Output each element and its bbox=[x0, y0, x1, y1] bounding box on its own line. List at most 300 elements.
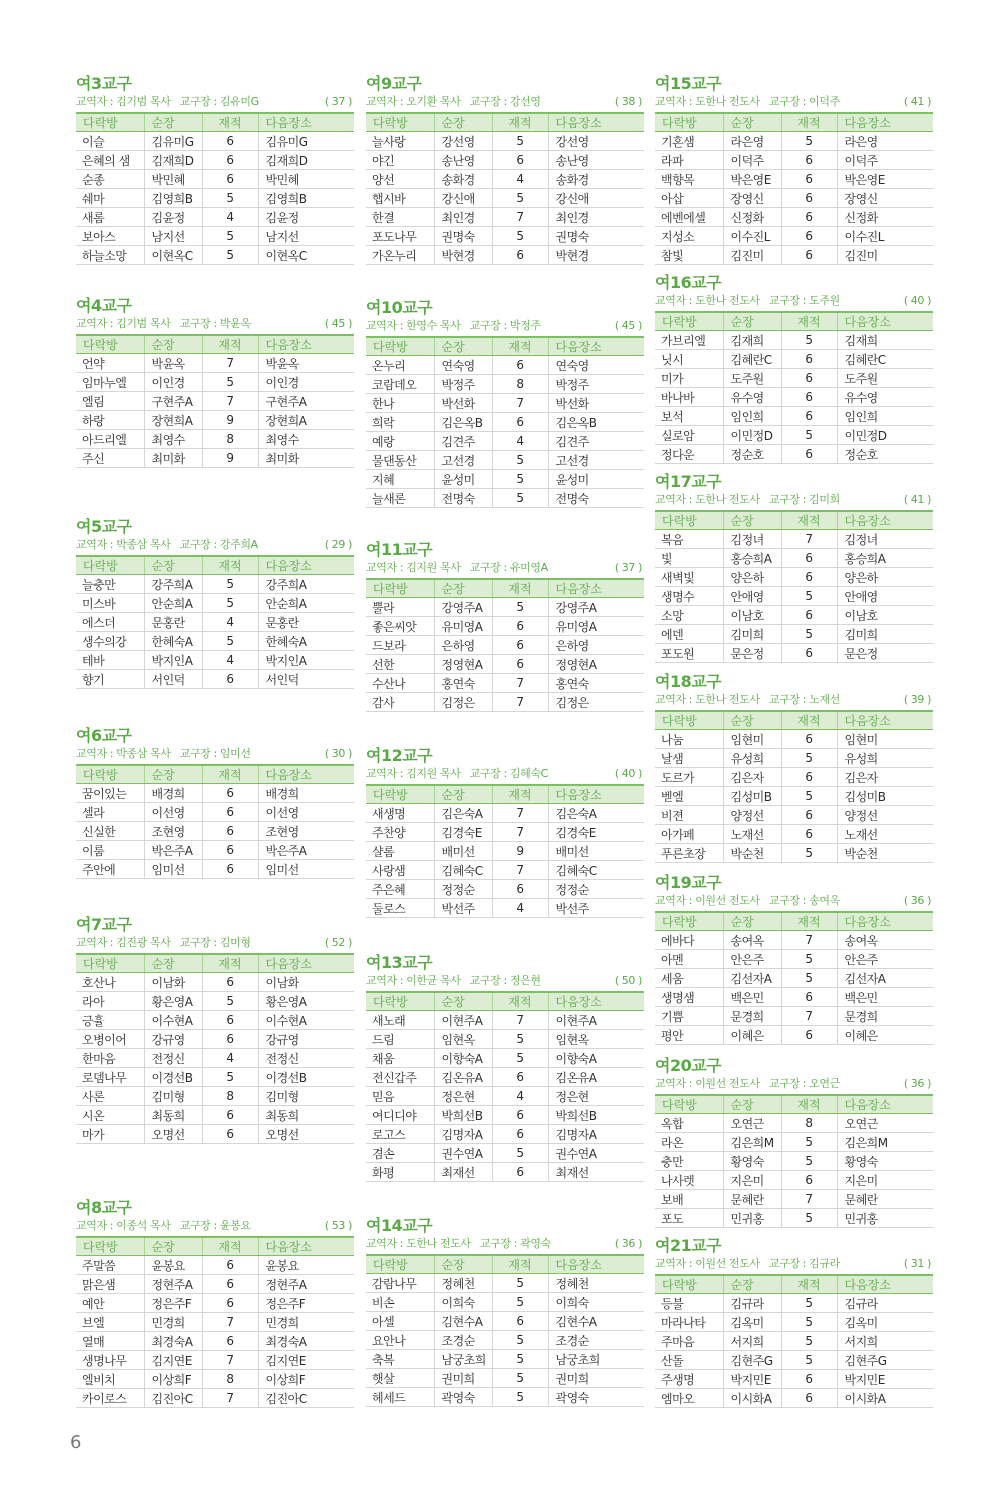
group-leader: 김성미B bbox=[723, 787, 781, 806]
next-place: 박윤옥 bbox=[258, 354, 354, 373]
table-row bbox=[655, 1313, 933, 1332]
table-row bbox=[655, 806, 933, 825]
group-name: 새벽빛 bbox=[655, 568, 723, 587]
enrolled-count: 6 bbox=[202, 784, 258, 803]
group-leader: 송화경 bbox=[434, 170, 492, 189]
table-row bbox=[76, 992, 354, 1011]
enrolled-count: 9 bbox=[492, 842, 548, 861]
leader-name: 임미선 bbox=[219, 747, 251, 760]
enrolled-count: 5 bbox=[492, 598, 548, 617]
next-place: 최재선 bbox=[548, 1163, 644, 1182]
table-row bbox=[366, 189, 644, 208]
enrolled-count: 7 bbox=[492, 693, 548, 712]
group-leader: 임현미 bbox=[723, 730, 781, 749]
enrolled-count: 5 bbox=[202, 1068, 258, 1087]
group-name: 이룸 bbox=[76, 841, 144, 860]
table-row bbox=[76, 1030, 354, 1049]
header-leader: 순장 bbox=[723, 312, 781, 331]
district-table bbox=[366, 991, 644, 1182]
enrolled-count: 6 bbox=[781, 170, 837, 189]
district-info bbox=[655, 1256, 933, 1272]
group-leader: 고선경 bbox=[434, 451, 492, 470]
district-title: 여14교구 bbox=[366, 1216, 433, 1235]
group-name: 비손 bbox=[366, 1293, 434, 1312]
group-leader: 문혜란 bbox=[723, 1190, 781, 1209]
district-table bbox=[655, 1274, 933, 1408]
group-leader: 이수진L bbox=[723, 227, 781, 246]
group-leader: 송난영 bbox=[434, 151, 492, 170]
enrolled-count: 6 bbox=[492, 655, 548, 674]
next-place: 이시화A bbox=[837, 1389, 933, 1408]
enrolled-count: 5 bbox=[781, 969, 837, 988]
next-place: 김현주G bbox=[837, 1351, 933, 1370]
enrolled-count: 5 bbox=[202, 246, 258, 265]
table-row bbox=[366, 1274, 644, 1293]
group-name: 라아 bbox=[76, 992, 144, 1011]
group-leader: 조현영 bbox=[144, 822, 202, 841]
table-row bbox=[76, 449, 354, 468]
header-next-place: 다음장소 bbox=[548, 785, 644, 804]
next-place: 정현주A bbox=[258, 1275, 354, 1294]
header-next-place: 다음장소 bbox=[548, 1255, 644, 1274]
table-row bbox=[366, 1312, 644, 1331]
group-name: 기쁨 bbox=[655, 1007, 723, 1026]
table-row bbox=[366, 451, 644, 470]
table-header-row bbox=[655, 511, 933, 530]
table-row bbox=[655, 426, 933, 445]
table-row bbox=[76, 803, 354, 822]
group-name: 비젼 bbox=[655, 806, 723, 825]
header-enrolled: 재적 bbox=[781, 912, 837, 931]
enrolled-count: 6 bbox=[202, 1256, 258, 1275]
district-block bbox=[655, 273, 933, 464]
enrolled-count: 6 bbox=[202, 860, 258, 879]
next-place: 김영희B bbox=[258, 189, 354, 208]
group-name: 주은혜 bbox=[366, 880, 434, 899]
teacher-label: 교역자 : bbox=[366, 561, 407, 574]
group-leader: 김정녀 bbox=[723, 530, 781, 549]
member-total: ( 52 ) bbox=[324, 936, 352, 949]
enrolled-count: 7 bbox=[492, 861, 548, 880]
group-leader: 장영신 bbox=[723, 189, 781, 208]
next-place: 노재선 bbox=[837, 825, 933, 844]
table-row bbox=[655, 132, 933, 151]
next-place: 김혜숙C bbox=[548, 861, 644, 880]
table-row bbox=[655, 787, 933, 806]
group-leader: 노재선 bbox=[723, 825, 781, 844]
group-name: 햅시바 bbox=[366, 189, 434, 208]
teacher-label: 교역자 : bbox=[655, 894, 696, 907]
next-place: 문은정 bbox=[837, 644, 933, 663]
enrolled-count: 7 bbox=[781, 1190, 837, 1209]
enrolled-count: 5 bbox=[492, 132, 548, 151]
next-place: 김옥미 bbox=[837, 1313, 933, 1332]
leader-name: 이덕주 bbox=[809, 95, 840, 108]
table-header-row bbox=[76, 556, 354, 575]
member-total: ( 30 ) bbox=[324, 747, 352, 760]
group-leader: 이경선B bbox=[144, 1068, 202, 1087]
header-enrolled: 재적 bbox=[492, 579, 548, 598]
table-header-row bbox=[366, 579, 644, 598]
table-row bbox=[655, 170, 933, 189]
group-leader: 구현주A bbox=[144, 392, 202, 411]
enrolled-count: 5 bbox=[492, 1030, 548, 1049]
district-table bbox=[76, 764, 354, 879]
header-next-place: 다음장소 bbox=[548, 113, 644, 132]
table-row bbox=[366, 1125, 644, 1144]
header-leader: 순장 bbox=[723, 711, 781, 730]
enrolled-count: 6 bbox=[781, 407, 837, 426]
next-place: 강주희A bbox=[258, 575, 354, 594]
group-name: 둘로스 bbox=[366, 899, 434, 918]
district-block bbox=[366, 74, 644, 265]
header-leader: 순장 bbox=[144, 954, 202, 973]
group-leader: 강신애 bbox=[434, 189, 492, 208]
group-name: 아멘 bbox=[655, 950, 723, 969]
table-row bbox=[76, 632, 354, 651]
header-enrolled: 재적 bbox=[202, 556, 258, 575]
group-name: 임마누엘 bbox=[76, 373, 144, 392]
group-name: 포도나무 bbox=[366, 227, 434, 246]
teacher-label: 교역자 : bbox=[655, 294, 696, 307]
group-leader: 최경숙A bbox=[144, 1332, 202, 1351]
next-place: 임인희 bbox=[837, 407, 933, 426]
group-leader: 백은민 bbox=[723, 988, 781, 1007]
table-row bbox=[366, 674, 644, 693]
group-name: 새노래 bbox=[366, 1011, 434, 1030]
enrolled-count: 8 bbox=[202, 1087, 258, 1106]
group-leader: 김미희 bbox=[723, 625, 781, 644]
district-title: 여6교구 bbox=[76, 726, 132, 745]
leader-name: 김혜숙C bbox=[509, 767, 548, 780]
table-header-row bbox=[655, 113, 933, 132]
next-place: 임현미 bbox=[837, 730, 933, 749]
group-name: 나눔 bbox=[655, 730, 723, 749]
enrolled-count: 7 bbox=[202, 1389, 258, 1408]
group-leader: 곽영숙 bbox=[434, 1388, 492, 1407]
group-leader: 김견주 bbox=[434, 432, 492, 451]
leader-name: 강선영 bbox=[509, 95, 541, 108]
group-leader: 황은영A bbox=[144, 992, 202, 1011]
enrolled-count: 6 bbox=[781, 208, 837, 227]
table-row bbox=[366, 1388, 644, 1407]
next-place: 이향숙A bbox=[548, 1049, 644, 1068]
table-row bbox=[76, 822, 354, 841]
teacher-name: 박종삼 목사 bbox=[116, 747, 171, 760]
next-place: 김은희M bbox=[837, 1133, 933, 1152]
table-row bbox=[655, 445, 933, 464]
group-name: 에바다 bbox=[655, 931, 723, 950]
table-row bbox=[366, 1331, 644, 1350]
enrolled-count: 5 bbox=[781, 426, 837, 445]
group-name: 주말씀 bbox=[76, 1256, 144, 1275]
leader-name: 김미희 bbox=[809, 493, 840, 506]
table-row bbox=[366, 1369, 644, 1388]
table-row bbox=[655, 1389, 933, 1408]
table-header-row bbox=[655, 1275, 933, 1294]
teacher-name: 이원선 전도사 bbox=[695, 1257, 760, 1270]
district-block bbox=[655, 873, 933, 1045]
enrolled-count: 6 bbox=[781, 1389, 837, 1408]
table-row bbox=[76, 189, 354, 208]
table-row bbox=[655, 844, 933, 863]
enrolled-count: 7 bbox=[492, 674, 548, 693]
next-place: 정순호 bbox=[837, 445, 933, 464]
group-leader: 양은하 bbox=[723, 568, 781, 587]
group-name: 바나바 bbox=[655, 388, 723, 407]
table-row bbox=[366, 636, 644, 655]
district-title: 여8교구 bbox=[76, 1198, 132, 1217]
table-row bbox=[655, 749, 933, 768]
group-name: 예안 bbox=[76, 1294, 144, 1313]
district-info bbox=[76, 935, 354, 951]
next-place: 배미선 bbox=[548, 842, 644, 861]
group-name: 보배 bbox=[655, 1190, 723, 1209]
group-name: 야긴 bbox=[366, 151, 434, 170]
member-total: ( 40 ) bbox=[614, 767, 642, 780]
leader-name: 정은현 bbox=[509, 974, 541, 987]
group-name: 보아스 bbox=[76, 227, 144, 246]
group-leader: 송여옥 bbox=[723, 931, 781, 950]
table-row bbox=[366, 804, 644, 823]
district-block bbox=[655, 672, 933, 863]
group-leader: 김은희M bbox=[723, 1133, 781, 1152]
header-next-place: 다음장소 bbox=[548, 337, 644, 356]
header-enrolled: 재적 bbox=[781, 1095, 837, 1114]
header-group: 다락방 bbox=[366, 1255, 434, 1274]
table-header-row bbox=[655, 711, 933, 730]
next-place: 이덕주 bbox=[837, 151, 933, 170]
group-name: 실로암 bbox=[655, 426, 723, 445]
leader-label: 교구장 : bbox=[179, 747, 220, 760]
district-staff bbox=[366, 973, 541, 989]
header-enrolled: 재적 bbox=[202, 335, 258, 354]
group-name: 세움 bbox=[655, 969, 723, 988]
teacher-label: 교역자 : bbox=[76, 747, 117, 760]
header-group: 다락방 bbox=[655, 113, 723, 132]
header-group: 다락방 bbox=[76, 335, 144, 354]
group-name: 옥합 bbox=[655, 1114, 723, 1133]
leader-label: 교구장 : bbox=[469, 767, 510, 780]
leader-label: 교구장 : bbox=[768, 894, 810, 907]
table-row bbox=[366, 208, 644, 227]
district-info bbox=[655, 94, 933, 110]
group-name: 백향목 bbox=[655, 170, 723, 189]
teacher-name: 이원선 전도사 bbox=[695, 1077, 760, 1090]
header-group: 다락방 bbox=[655, 1275, 723, 1294]
next-place: 박지민E bbox=[837, 1370, 933, 1389]
leader-label: 교구장 : bbox=[768, 1077, 810, 1090]
district-table bbox=[76, 1236, 354, 1408]
enrolled-count: 7 bbox=[492, 804, 548, 823]
group-leader: 김유미G bbox=[144, 132, 202, 151]
next-place: 송화경 bbox=[548, 170, 644, 189]
leader-label: 교구장 : bbox=[768, 95, 810, 108]
group-leader: 김규라 bbox=[723, 1294, 781, 1313]
table-row bbox=[366, 170, 644, 189]
group-leader: 김진미 bbox=[723, 246, 781, 265]
leader-label: 교구장 : bbox=[179, 936, 220, 949]
group-leader: 윤봉요 bbox=[144, 1256, 202, 1275]
teacher-label: 교역자 : bbox=[76, 95, 117, 108]
next-place: 안순희A bbox=[258, 594, 354, 613]
next-place: 라은영 bbox=[837, 132, 933, 151]
header-enrolled: 재적 bbox=[202, 954, 258, 973]
group-leader: 정순호 bbox=[723, 445, 781, 464]
enrolled-count: 6 bbox=[492, 246, 548, 265]
header-next-place: 다음장소 bbox=[837, 113, 933, 132]
group-leader: 전명숙 bbox=[434, 489, 492, 508]
district-block bbox=[76, 517, 354, 689]
next-place: 강규영 bbox=[258, 1030, 354, 1049]
table-header-row bbox=[366, 785, 644, 804]
header-enrolled: 재적 bbox=[492, 992, 548, 1011]
district-info bbox=[655, 1076, 933, 1092]
next-place: 황영숙 bbox=[837, 1152, 933, 1171]
teacher-name: 이한균 목사 bbox=[406, 974, 461, 987]
header-leader: 순장 bbox=[144, 765, 202, 784]
teacher-label: 교역자 : bbox=[655, 1077, 696, 1090]
group-leader: 최재선 bbox=[434, 1163, 492, 1182]
table-row bbox=[366, 899, 644, 918]
enrolled-count: 5 bbox=[202, 632, 258, 651]
group-leader: 은하영 bbox=[434, 636, 492, 655]
group-name: 한마음 bbox=[76, 1049, 144, 1068]
group-leader: 남궁초희 bbox=[434, 1350, 492, 1369]
district-staff bbox=[655, 1256, 840, 1272]
district-staff bbox=[655, 692, 840, 708]
group-name: 참빛 bbox=[655, 246, 723, 265]
enrolled-count: 5 bbox=[202, 575, 258, 594]
group-leader: 도주원 bbox=[723, 369, 781, 388]
district-table bbox=[655, 1094, 933, 1228]
leader-name: 김규라 bbox=[809, 1257, 840, 1270]
enrolled-count: 7 bbox=[492, 1011, 548, 1030]
group-name: 복음 bbox=[655, 530, 723, 549]
table-row bbox=[366, 823, 644, 842]
district-title: 여5교구 bbox=[76, 517, 132, 536]
next-place: 김명자A bbox=[548, 1125, 644, 1144]
group-leader: 강선영 bbox=[434, 132, 492, 151]
next-place: 박현경 bbox=[548, 246, 644, 265]
table-header-row bbox=[366, 1255, 644, 1274]
next-place: 조현영 bbox=[258, 822, 354, 841]
teacher-label: 교역자 : bbox=[366, 767, 407, 780]
group-leader: 김영희B bbox=[144, 189, 202, 208]
district-staff bbox=[655, 293, 840, 309]
next-place: 박순천 bbox=[837, 844, 933, 863]
group-name: 드보라 bbox=[366, 636, 434, 655]
next-place: 김윤정 bbox=[258, 208, 354, 227]
header-leader: 순장 bbox=[434, 1255, 492, 1274]
enrolled-count: 5 bbox=[781, 587, 837, 606]
next-place: 정정순 bbox=[548, 880, 644, 899]
group-name: 한결 bbox=[366, 208, 434, 227]
header-next-place: 다음장소 bbox=[258, 1237, 354, 1256]
table-row bbox=[366, 1011, 644, 1030]
group-name: 지성소 bbox=[655, 227, 723, 246]
member-total: ( 41 ) bbox=[903, 493, 931, 506]
district-block bbox=[366, 540, 644, 712]
teacher-name: 한영수 목사 bbox=[406, 319, 461, 332]
group-leader: 박은주A bbox=[144, 841, 202, 860]
group-name: 좋은씨앗 bbox=[366, 617, 434, 636]
enrolled-count: 6 bbox=[781, 388, 837, 407]
group-leader: 장현희A bbox=[144, 411, 202, 430]
enrolled-count: 7 bbox=[202, 354, 258, 373]
table-row bbox=[655, 407, 933, 426]
next-place: 남지선 bbox=[258, 227, 354, 246]
enrolled-count: 7 bbox=[781, 931, 837, 950]
group-leader: 오명선 bbox=[144, 1125, 202, 1144]
table-row bbox=[655, 931, 933, 950]
table-row bbox=[366, 1030, 644, 1049]
member-total: ( 37 ) bbox=[324, 95, 352, 108]
group-leader: 김선자A bbox=[723, 969, 781, 988]
table-row bbox=[76, 208, 354, 227]
header-next-place: 다음장소 bbox=[837, 312, 933, 331]
member-total: ( 39 ) bbox=[903, 693, 931, 706]
group-leader: 김은숙A bbox=[434, 804, 492, 823]
next-place: 장영신 bbox=[837, 189, 933, 208]
group-leader: 최미화 bbox=[144, 449, 202, 468]
next-place: 김지연E bbox=[258, 1351, 354, 1370]
enrolled-count: 5 bbox=[781, 1133, 837, 1152]
group-name: 엠마오 bbox=[655, 1389, 723, 1408]
table-row bbox=[366, 375, 644, 394]
header-leader: 순장 bbox=[723, 1275, 781, 1294]
next-place: 김유미G bbox=[258, 132, 354, 151]
enrolled-count: 6 bbox=[781, 988, 837, 1007]
group-name: 포도원 bbox=[655, 644, 723, 663]
enrolled-count: 6 bbox=[202, 151, 258, 170]
enrolled-count: 5 bbox=[492, 1369, 548, 1388]
group-leader: 이현주A bbox=[434, 1011, 492, 1030]
table-row bbox=[366, 132, 644, 151]
group-leader: 민경희 bbox=[144, 1313, 202, 1332]
group-leader: 배경희 bbox=[144, 784, 202, 803]
enrolled-count: 4 bbox=[492, 432, 548, 451]
group-name: 늘충만 bbox=[76, 575, 144, 594]
enrolled-count: 6 bbox=[202, 132, 258, 151]
group-name: 감사 bbox=[366, 693, 434, 712]
district-info bbox=[366, 94, 644, 110]
header-next-place: 다음장소 bbox=[837, 912, 933, 931]
group-leader: 강규영 bbox=[144, 1030, 202, 1049]
table-row bbox=[76, 784, 354, 803]
next-place: 이민정D bbox=[837, 426, 933, 445]
header-enrolled: 재적 bbox=[492, 1255, 548, 1274]
next-place: 이인경 bbox=[258, 373, 354, 392]
group-leader: 김온유A bbox=[434, 1068, 492, 1087]
leader-label: 교구장 : bbox=[768, 493, 810, 506]
table-row bbox=[76, 1275, 354, 1294]
next-place: 정은현 bbox=[548, 1087, 644, 1106]
table-row bbox=[655, 246, 933, 265]
teacher-label: 교역자 : bbox=[655, 493, 696, 506]
group-name: 감람나무 bbox=[366, 1274, 434, 1293]
enrolled-count: 6 bbox=[781, 730, 837, 749]
enrolled-count: 5 bbox=[202, 373, 258, 392]
leader-name: 노재선 bbox=[809, 693, 840, 706]
group-name: 생명수 bbox=[655, 587, 723, 606]
next-place: 문홍란 bbox=[258, 613, 354, 632]
district-table bbox=[655, 311, 933, 464]
district-staff bbox=[76, 537, 258, 553]
next-place: 임미선 bbox=[258, 860, 354, 879]
group-leader: 문홍란 bbox=[144, 613, 202, 632]
member-total: ( 40 ) bbox=[903, 294, 931, 307]
